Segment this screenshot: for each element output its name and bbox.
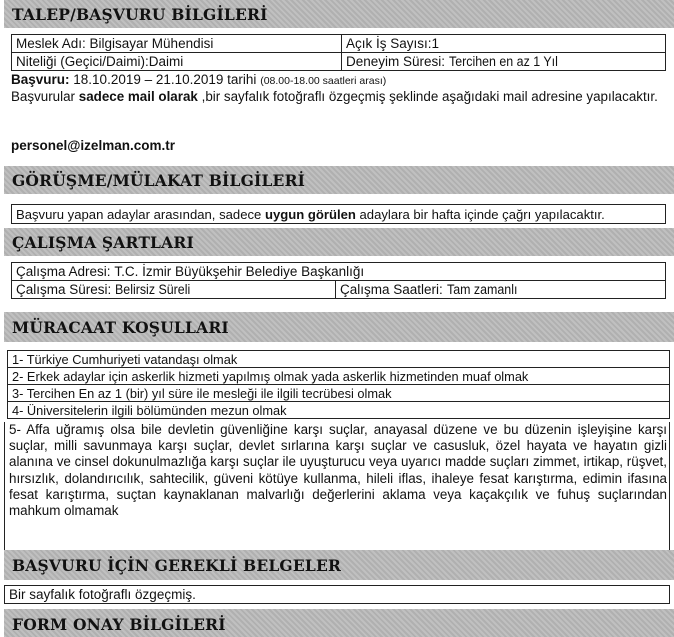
saat-value: Tam zamanlı [446,282,517,297]
gorusme-cell [11,204,666,224]
kosul-item-3: 3- Tercihen En az 1 (bir) yıl süre ile mesleği ile ilgili tecrübesi olmak [7,384,670,402]
section-header-form: FORM ONAY BİLGİLERİ [4,609,674,637]
kosul-item-2: 2- Erkek adaylar için askerlik hizmeti yapılmış olmak yada askerlik hizmetinden muaf olmak [7,367,670,385]
adres-label: Çalışma Adresi: [16,264,111,279]
acik-is-cell [341,34,666,53]
section-header-calisma: ÇALIŞMA ŞARTLARI [4,228,674,256]
calisma-adres-cell [11,262,666,281]
section-header-gorusme: GÖRÜŞME/MÜLAKAT BİLGİLERİ [4,166,674,194]
belgeler-text: Bir sayfalık fotoğraflı özgeçmiş. [9,587,196,602]
meslek-text: Meslek Adı: Bilgisayar Mühendisi [16,36,214,51]
deneyim-label: Deneyim Süresi: [346,54,446,69]
mail-bold: sadece mail olarak [78,89,198,104]
calisma-sure-cell [11,280,336,299]
section-header-belgeler: BAŞVURU İÇİN GEREKLİ BELGELER [4,550,674,580]
gorusme-post: adaylara bir hafta içinde çağrı yapılacaktır. [359,206,605,222]
saat-label: Çalışma Saatleri: [340,282,443,297]
sure-value: Belirsiz Süreli [115,282,191,297]
kosul-item-4: 4- Üniversitelerin ilgili bölümünden mezun olmak [7,401,670,419]
email-address: personel@izelman.com.tr [11,138,175,153]
deneyim-value: Tercihen en az 1 Yıl [448,54,558,69]
basvuru-hours: (08.00-18.00 saatleri arası) [260,75,387,87]
kosul-item-5: 5- Affa uğramış olsa bile devletin güvenliğine karşı suçlar, anayasal düzene ve bu düzenin işleyişine karşı suçlar, milli savunmaya karşı suçlar, devlet sırlarına karşı suçlar ve casusluk, özel hayata ve hayatın gizli alanına ve cinsel dokunulmazlığa karşı suçlar ile uyuşturucu veya uyarıcı madde suçları zimmet, irtikap, rüşvet, hırsızlık, dolandırıcılık, sahtecilik, güveni kötüye kullanma, hileli iflas, ihaleye fesat karıştırma, edimin ifasına fesat karıştırma, suçtan kaynaklanan malvarlığı değerlerini aklama veya kaçakçılık ve fuhuş suçlarından mahkum olmamak [4,422,670,552]
deneyim-cell [341,52,666,71]
meslek-cell [11,34,342,53]
acik-is-text: Açık İş Sayısı:1 [346,36,440,51]
section-header-muracaat: MÜRACAAT KOŞULLARI [4,312,674,342]
gorusme-pre: Başvuru yapan adaylar arasından, sadece [16,206,262,222]
basvuru-label: Başvuru: [11,72,70,87]
basvuru-line [11,72,386,89]
kosul-item-1: 1- Türkiye Cumhuriyeti vatandaşı olmak [7,350,670,368]
basvuru-dates: 18.10.2019 – 21.10.2019 tarihi [73,72,257,87]
nitelik-cell [11,52,342,71]
section-header-talep: TALEP/BAŞVURU BİLGİLERİ [4,0,674,28]
adres-value: T.C. İzmir Büyükşehir Belediye Başkanlığı [114,264,365,279]
calisma-saat-cell [335,280,666,299]
mail-post: ,bir sayfalık fotoğraflı özgeçmiş şeklinde aşağıdaki mail adresine yapılacaktır. [201,89,658,104]
sure-label: Çalışma Süresi: [16,282,112,297]
basvuru-mail-paragraph [7,89,673,105]
belgeler-cell [4,585,670,604]
gorusme-bold: uygun görülen [264,206,356,222]
mail-pre: Başvurular [11,89,76,104]
nitelik-text: Niteliği (Geçici/Daimi):Daimi [16,54,184,69]
